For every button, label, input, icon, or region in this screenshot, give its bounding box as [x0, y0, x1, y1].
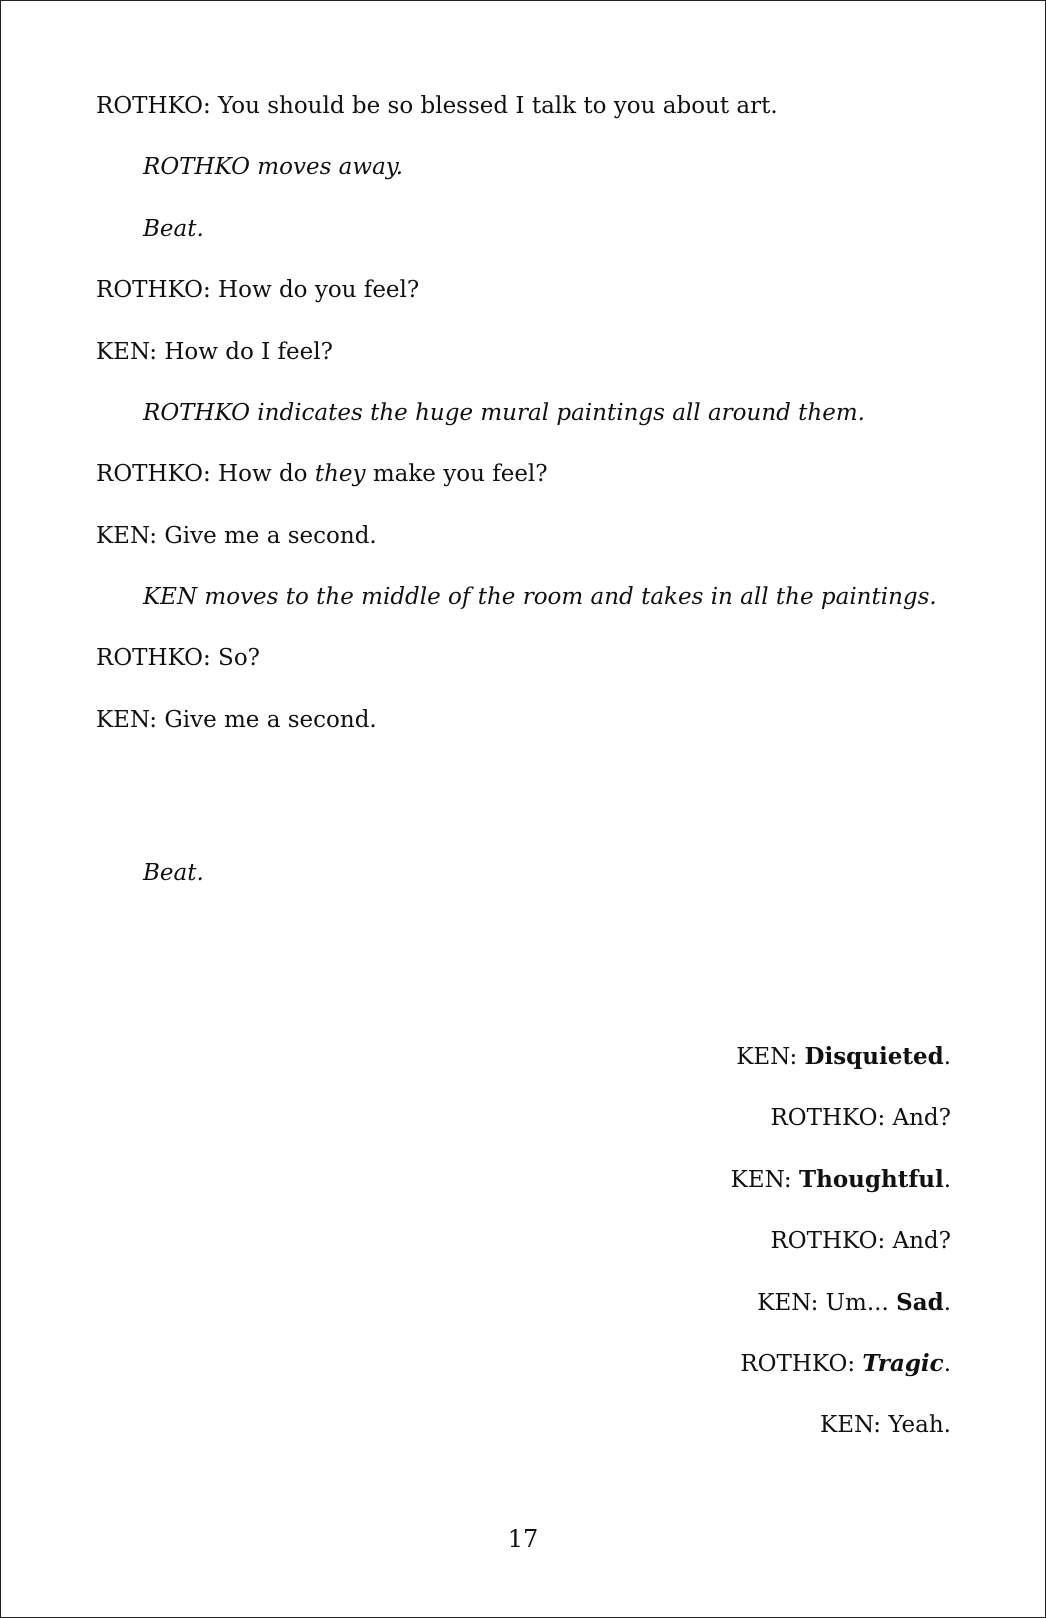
speaker-name: ROTHKO:: [96, 93, 211, 119]
speaker-name: KEN:: [757, 1290, 819, 1316]
bold-word: Thoughtful: [799, 1166, 944, 1193]
dialogue-text: You should be so blessed I talk to you about art.: [210, 93, 778, 119]
dialogue-line: [96, 337, 333, 367]
dialogue-punctuation: .: [943, 1167, 951, 1193]
dialogue-line-right-aligned: [736, 1042, 951, 1072]
emphasized-word: they: [314, 461, 366, 487]
dialogue-line-right-aligned: [770, 1103, 951, 1133]
dialogue-text: How do you feel?: [210, 277, 420, 303]
dialogue-text-before-emphasis: [792, 1167, 799, 1193]
dialogue-punctuation: .: [943, 1351, 951, 1377]
dialogue-line-right-aligned: [757, 1288, 951, 1318]
speaker-name: KEN:: [736, 1044, 798, 1070]
dialogue-text: Give me a second.: [157, 523, 377, 549]
speaker-name: ROTHKO:: [96, 277, 211, 303]
bold-word: Disquieted: [804, 1043, 944, 1070]
dialogue-text-after-emphasis: make you feel?: [365, 461, 548, 487]
bold-italic-word: Tragic: [862, 1350, 944, 1377]
dialogue-text: How do I feel?: [157, 339, 333, 365]
dialogue-punctuation: .: [943, 1290, 951, 1316]
speaker-name: KEN:: [820, 1412, 882, 1438]
dialogue-line-right-aligned: [740, 1349, 951, 1379]
dialogue-text-before-emphasis: How do: [210, 461, 315, 487]
speaker-name: KEN:: [730, 1167, 792, 1193]
speaker-name: ROTHKO:: [740, 1351, 856, 1377]
speaker-name: ROTHKO:: [770, 1228, 886, 1254]
dialogue-text: Yeah.: [881, 1412, 951, 1438]
dialogue-line: [96, 521, 377, 551]
stage-direction: ROTHKO moves away.: [143, 154, 404, 180]
page-number: 17: [507, 1525, 539, 1553]
dialogue-line-right-aligned: [731, 1165, 951, 1195]
bold-word: Sad: [896, 1289, 944, 1316]
dialogue-punctuation: .: [943, 1044, 951, 1070]
stage-direction: Beat.: [143, 216, 204, 242]
speaker-name: ROTHKO:: [96, 461, 211, 487]
dialogue-line: [96, 91, 778, 121]
dialogue-text: So?: [210, 645, 260, 671]
dialogue-text-before-emphasis: [797, 1044, 804, 1070]
speaker-name: KEN:: [96, 523, 158, 549]
stage-direction: ROTHKO indicates the huge mural paintings all around them.: [143, 400, 865, 426]
speaker-name: ROTHKO:: [770, 1105, 886, 1131]
stage-direction: Beat.: [143, 860, 204, 886]
dialogue-line: [96, 459, 548, 489]
dialogue-line: [96, 705, 377, 735]
dialogue-text: And?: [885, 1228, 951, 1254]
dialogue-line-right-aligned: [820, 1410, 951, 1440]
speaker-name: KEN:: [96, 707, 158, 733]
stage-direction: KEN moves to the middle of the room and takes in all the paintings.: [143, 584, 937, 610]
dialogue-text-before-emphasis: Um...: [818, 1290, 897, 1316]
dialogue-line-right-aligned: [770, 1226, 951, 1256]
speaker-name: ROTHKO:: [96, 645, 211, 671]
speaker-name: KEN:: [96, 339, 158, 365]
dialogue-text: Give me a second.: [157, 707, 377, 733]
dialogue-line: [96, 275, 419, 305]
dialogue-line: [96, 643, 260, 673]
dialogue-text: And?: [885, 1105, 951, 1131]
